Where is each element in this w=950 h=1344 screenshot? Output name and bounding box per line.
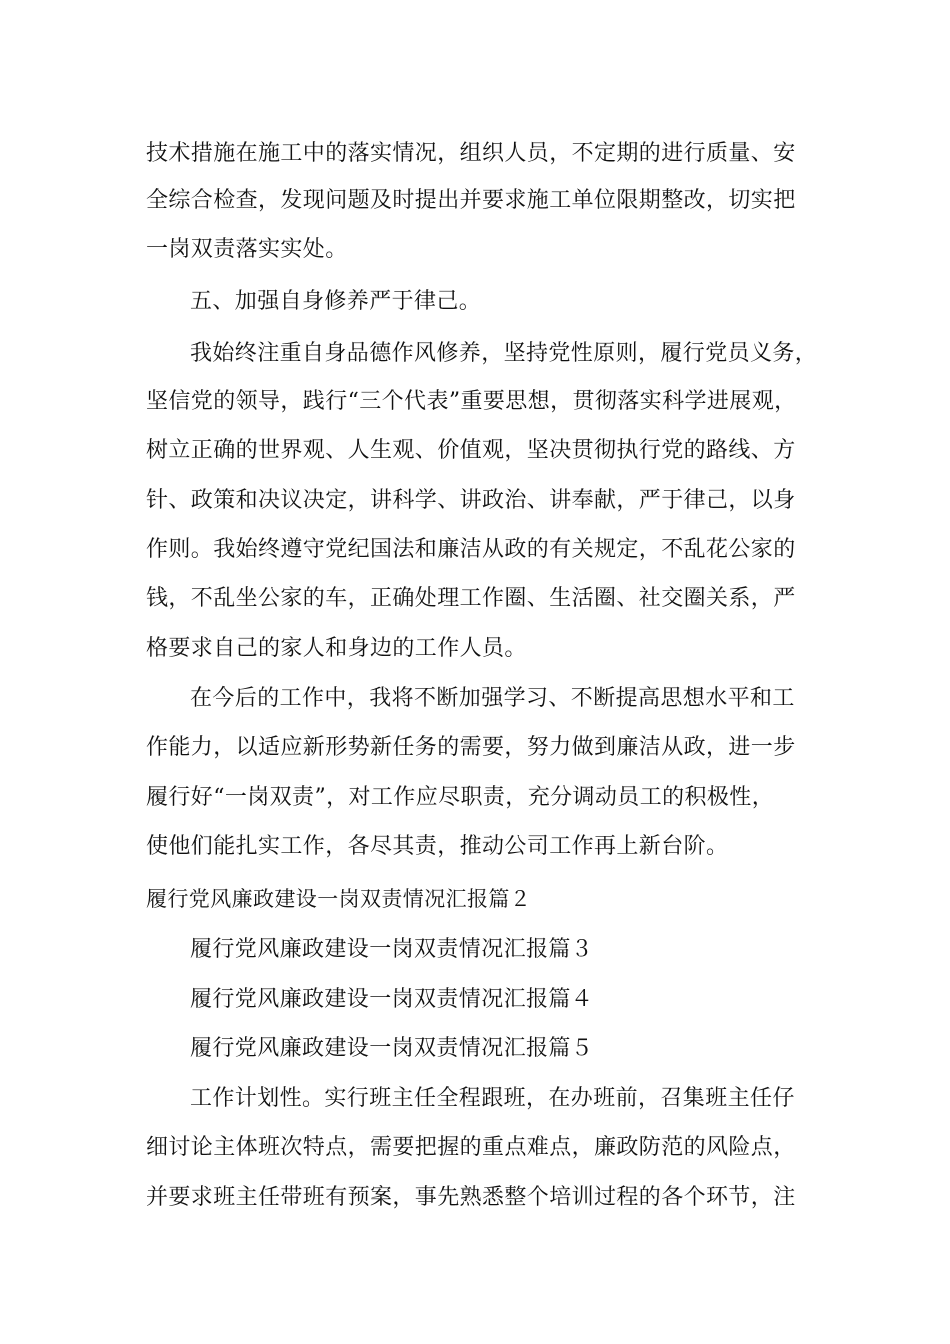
paragraph-line: 使他们能扎实工作，各尽其责，推动公司工作再上新台阶。: [146, 834, 729, 859]
paragraph-line: 并要求班主任带班有预案，事先熟悉整个培训过程的各个环节，注: [146, 1185, 796, 1210]
paragraph-line: 履行好“一岗双责”，对工作应尽职责，充分调动员工的积极性，: [146, 785, 775, 810]
paragraph-line: 作能力，以适应新形势新任务的需要，努力做到廉洁从政，进一步: [146, 735, 796, 760]
paragraph-line: 我始终注重自身品德作风修养，坚持党性原则，履行党员义务，: [190, 341, 818, 366]
report-heading-4: 履行党风廉政建设一岗双责情况汇报篇４: [190, 987, 594, 1012]
paragraph-line: 格要求自己的家人和身边的工作人员。: [146, 636, 527, 661]
report-heading-2: 履行党风廉政建设一岗双责情况汇报篇２: [146, 887, 532, 911]
paragraph-line: 针、政策和决议决定，讲科学、讲政治、讲奉献，严于律己，以身: [146, 488, 796, 513]
paragraph-line: 技术措施在施工中的落实情况，组织人员，不定期的进行质量、安: [146, 141, 796, 166]
paragraph-line: 作则。我始终遵守党纪国法和廉洁从政的有关规定，不乱花公家的: [146, 537, 796, 562]
paragraph-line: 细讨论主体班次特点，需要把握的重点难点，廉政防范的风险点，: [146, 1135, 796, 1160]
paragraph-line: 在今后的工作中，我将不断加强学习、不断提高思想水平和工: [190, 686, 795, 711]
report-heading-3: 履行党风廉政建设一岗双责情况汇报篇３: [190, 937, 594, 962]
paragraph-line: 树立正确的世界观、人生观、价值观，坚决贯彻执行党的路线、方: [146, 438, 796, 463]
paragraph-line: 工作计划性。实行班主任全程跟班，在办班前，召集班主任仔: [190, 1086, 795, 1111]
paragraph-line: 全综合检查，发现问题及时提出并要求施工单位限期整改，切实把: [146, 188, 796, 213]
paragraph-line: 钱，不乱坐公家的车，正确处理工作圈、生活圈、社交圈关系，严: [146, 586, 796, 611]
paragraph-line: 坚信党的领导，践行“三个代表”重要思想，贯彻落实科学进展观，: [146, 389, 797, 414]
report-heading-5: 履行党风廉政建设一岗双责情况汇报篇５: [190, 1036, 594, 1061]
section-heading: 五、加强自身修养严于律己。: [190, 289, 482, 314]
paragraph-line: 一岗双责落实实处。: [146, 237, 348, 262]
